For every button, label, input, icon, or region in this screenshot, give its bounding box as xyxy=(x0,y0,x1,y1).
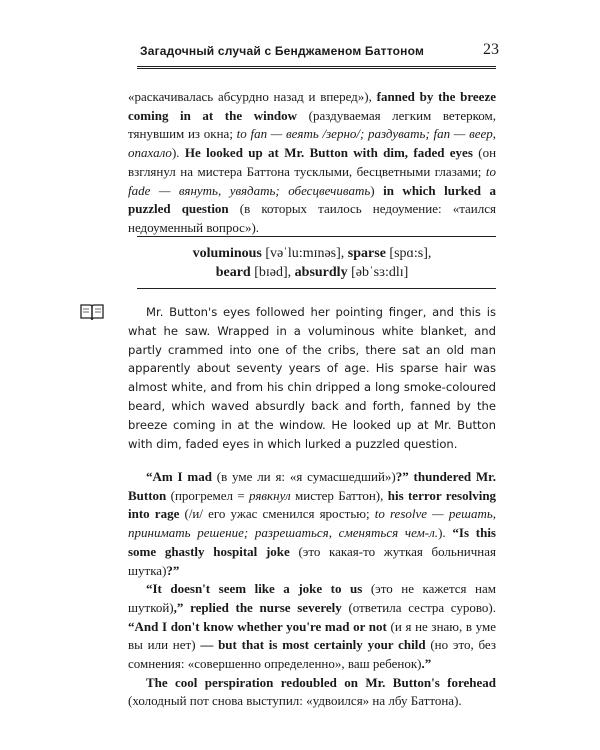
text-run: ) xyxy=(370,182,375,198)
annotated-paragraph-top xyxy=(128,88,496,238)
text-run: ). xyxy=(171,145,180,161)
russian-gloss: (он взглянул на мистера Баттона тусклыми, бесцветными глазами; xyxy=(128,145,497,179)
english-phrase: his terror resolving into rage xyxy=(128,487,497,522)
russian-gloss: (это не кажется нам шуткой) xyxy=(128,581,497,615)
header-rule-secondary xyxy=(137,68,496,69)
vocab-transcription: [əbˈsɜ:dlɪ] xyxy=(351,265,409,280)
word-note: рявкнул xyxy=(249,487,291,503)
english-phrase: fanned by the breeze coming in at the window xyxy=(128,89,496,123)
russian-gloss: (/и/ его ужас сменился яростью; xyxy=(184,506,370,522)
vocab-word: sparse xyxy=(347,246,386,261)
word-note: to fade — вянуть, увядать; обесцвечивать xyxy=(128,163,496,198)
vocab-word: beard xyxy=(215,265,251,280)
russian-gloss: (холодный пот снова выступил: «удвоился» на лбу Баттона). xyxy=(128,693,462,709)
word-note: to fan — веять /зерно/; раздувать; fan — веер, опахало xyxy=(128,126,496,161)
original-text-paragraph: Mr. Button's eyes followed her pointing finger, and this is what he saw. Wrapped in a voluminous white blanket, and partly crammed into one of the cribs, there sat an old man apparently about seventy years of age. His sparse hair was almost white, and from his chin dripped a long smoke-coloured beard, which waved absurdly back and forth, fanned by the breeze coming in at the window. He looked up at Mr. Button with dim, faded eyes in which lurked a puzzled question. xyxy=(128,305,496,451)
text-run: «раскачивалась абсурдно назад и вперед»), xyxy=(128,89,372,104)
russian-gloss: (раздуваемая легким ветерком, тянувшим из окна; xyxy=(128,107,496,142)
english-phrase: He looked up at Mr. Button with dim, faded eyes xyxy=(184,145,473,161)
open-book-icon xyxy=(80,303,104,321)
vocab-transcription: [spɑ:s], xyxy=(389,246,432,261)
vocab-word: absurdly xyxy=(294,265,348,280)
word-note: to resolve — решать, принимать решение; разрешаться, сменяться чем-л. xyxy=(128,506,496,541)
russian-gloss: мистер Баттон), xyxy=(295,487,384,503)
russian-gloss: (в уме ли я: «я сумасшедший») xyxy=(216,469,396,484)
english-phrase: The cool perspiration redoubled on Mr. Button's forehead xyxy=(146,674,496,690)
english-phrase: ,” replied the nurse severely xyxy=(173,599,342,615)
english-phrase: in which lurked a puzzled question xyxy=(128,182,496,217)
russian-gloss: (это какая-то жуткая больничная шутка) xyxy=(128,543,496,578)
annotated-paragraphs-bottom xyxy=(128,468,496,711)
english-phrase: “Am I mad xyxy=(146,469,212,484)
page-number: 23 xyxy=(483,41,499,58)
running-header: Загадочный случай с Бенджаменом Баттоном xyxy=(140,44,425,58)
russian-gloss: (в которых таилось недоумение: «таился недоуменный вопрос»). xyxy=(128,201,497,235)
english-phrase: “Is this some ghastly hospital joke xyxy=(128,525,496,559)
vocab-rule-top xyxy=(137,236,496,237)
text-run: ). xyxy=(438,525,446,541)
vocabulary-box xyxy=(128,244,496,282)
vocab-transcription: [bɪəd], xyxy=(254,265,292,280)
english-phrase: ?” thundered Mr. Button xyxy=(128,469,497,503)
vocab-rule-bottom xyxy=(137,288,496,289)
text-run: ?” xyxy=(166,562,180,578)
english-phrase: “And I don't know whether you're mad or not xyxy=(128,618,387,634)
english-phrase: “It doesn't seem like a joke to us xyxy=(146,581,363,597)
russian-gloss: (и я не знаю, в уме вы или нет) xyxy=(128,618,497,653)
paragraph xyxy=(128,468,496,580)
paragraph xyxy=(128,580,496,674)
russian-gloss: (прогремел = xyxy=(170,487,245,503)
russian-gloss: (но это, без сомнения: «совершенно определенно», ваш ребенок) xyxy=(128,637,496,672)
text-run: .” xyxy=(421,656,432,672)
vocab-word: voluminous xyxy=(192,246,262,261)
russian-gloss: (ответила сестра сурово). xyxy=(348,599,497,615)
paragraph xyxy=(128,674,496,711)
vocab-transcription: [vəˈlu:mɪnəs], xyxy=(265,246,345,261)
header-rule xyxy=(137,66,496,67)
english-phrase: — but that is most certainly your child xyxy=(200,637,426,653)
